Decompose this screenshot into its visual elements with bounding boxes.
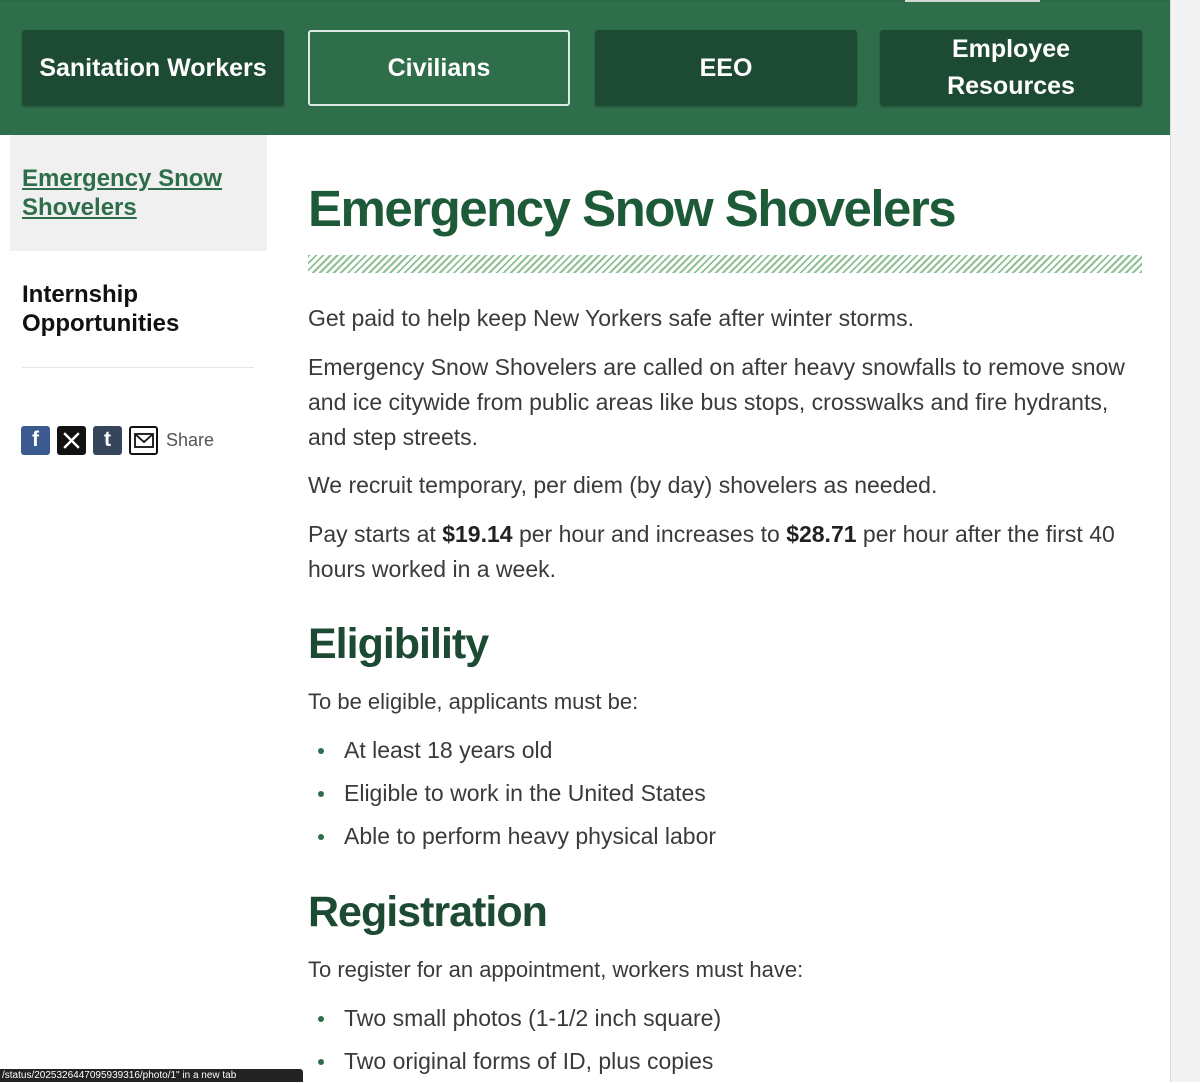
top-nav (0, 2, 1170, 135)
list-item: Eligible to work in the United States (316, 772, 716, 815)
pay-prefix: Pay starts at (308, 521, 443, 547)
eligibility-heading: Eligibility (308, 620, 489, 668)
pay-overtime-rate: $28.71 (786, 521, 857, 547)
sidebar-item-emergency-snow-shovelers[interactable]: Emergency Snow Shovelers (22, 165, 223, 221)
nav-employee-resources[interactable] (880, 30, 1142, 106)
email-icon[interactable] (129, 426, 158, 455)
pay-paragraph (308, 517, 1128, 587)
recruit-paragraph: We recruit temporary, per diem (by day) shovelers as needed. (308, 472, 938, 498)
eligibility-intro: To be eligible, applicants must be: (308, 689, 639, 714)
registration-heading: Registration (308, 888, 547, 936)
sidebar-item-internship-opportunities[interactable]: Internship Opportunities (22, 281, 180, 337)
title-hatch-divider (308, 255, 1142, 273)
registration-intro: To register for an appointment, workers must have: (308, 957, 804, 982)
nav-civilians[interactable]: Civilians (308, 30, 570, 106)
nav-sanitation-workers[interactable]: Sanitation Workers (22, 30, 284, 106)
browser-scrollbar-track[interactable] (1170, 0, 1200, 1082)
nav-eeo[interactable]: EEO (595, 30, 857, 106)
nav-employee-resources-label: Employee Resources (947, 35, 1075, 100)
description-paragraph: Emergency Snow Shovelers are called on after heavy snowfalls to remove snow and ice citywide from public areas like bus stops, crosswalks and fire hydrants, and step streets. (308, 354, 1125, 450)
pay-start-rate: $19.14 (442, 521, 513, 547)
list-item: Two small photos (1-1/2 inch square) (316, 997, 721, 1040)
pay-suffix: per hour after the first 40 hours worked in a week. (308, 521, 1115, 582)
registration-list (316, 997, 721, 1083)
status-bar-url: /status/2025326447095939316/photo/1" in a new tab (0, 1069, 303, 1082)
eligibility-list (316, 729, 716, 858)
list-item: At least 18 years old (316, 729, 716, 772)
list-item: Able to perform heavy physical labor (316, 815, 716, 858)
page-title: Emergency Snow Shovelers (308, 180, 956, 237)
intro-paragraph: Get paid to help keep New Yorkers safe after winter storms. (308, 305, 914, 331)
sidebar-divider (22, 367, 254, 368)
x-icon[interactable] (57, 426, 86, 455)
share-label[interactable]: Share (166, 429, 215, 450)
share-row (21, 425, 214, 455)
pay-middle: per hour and increases to (512, 521, 787, 547)
list-item: Two original forms of ID, plus copies (316, 1040, 721, 1083)
tumblr-icon[interactable]: t (93, 426, 122, 455)
facebook-icon[interactable]: f (21, 426, 50, 455)
